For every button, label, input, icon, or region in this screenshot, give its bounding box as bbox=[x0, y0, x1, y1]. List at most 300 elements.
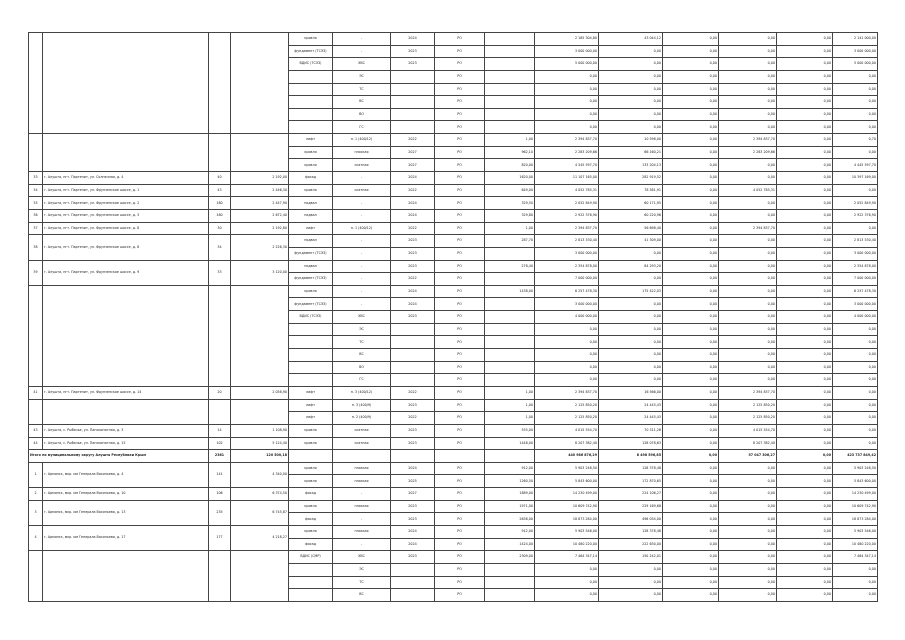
table-cell bbox=[485, 323, 535, 336]
table-cell: 43 bbox=[209, 184, 231, 197]
table-cell: РО bbox=[435, 209, 485, 222]
table-cell: г. Алушта, пгт. Партенит, ул. Фрунзенское шоссе, д. 8 bbox=[43, 235, 209, 260]
table-cell: 0,00 bbox=[663, 285, 719, 298]
table-cell: 2 185 304,80 bbox=[535, 33, 599, 46]
table-cell bbox=[435, 450, 485, 463]
table-cell: 0,00 bbox=[599, 45, 663, 58]
table-cell: 2027 bbox=[391, 159, 435, 172]
table-cell: 2022 bbox=[391, 386, 435, 399]
table-cell bbox=[29, 285, 43, 386]
table-cell: 0,00 bbox=[663, 311, 719, 324]
table-cell: 128 078,63 bbox=[599, 437, 663, 450]
table-cell: 0,00 bbox=[719, 108, 777, 121]
table-cell: 0,00 bbox=[777, 361, 833, 374]
table-cell: - bbox=[333, 273, 391, 286]
table-cell: 0,00 bbox=[777, 70, 833, 83]
table-cell: 0,00 bbox=[719, 70, 777, 83]
table-row bbox=[29, 525, 878, 538]
table-cell: лифт bbox=[289, 134, 333, 147]
table-cell: 0,00 bbox=[777, 146, 833, 159]
table-row bbox=[29, 235, 878, 248]
table-cell: кровля bbox=[289, 285, 333, 298]
table-cell: 0,00 bbox=[833, 361, 878, 374]
table-cell: 0,00 bbox=[833, 323, 878, 336]
table-cell: 78 581,91 bbox=[599, 184, 663, 197]
table-cell: РО bbox=[435, 273, 485, 286]
table-cell: 0,00 bbox=[599, 349, 663, 362]
table-cell: РО bbox=[435, 235, 485, 248]
table-cell bbox=[43, 285, 209, 386]
table-cell: 0,00 bbox=[719, 172, 777, 185]
table-cell: ХВС bbox=[333, 551, 391, 564]
table-cell: 287,70 bbox=[485, 235, 535, 248]
table-cell: 0,00 bbox=[663, 197, 719, 210]
table-cell: 180 bbox=[209, 209, 231, 222]
table-cell: - bbox=[333, 247, 391, 260]
table-cell: 0,00 bbox=[599, 563, 663, 576]
table-cell: п. 1 (400/12) bbox=[333, 222, 391, 235]
table-cell: Итого по муниципальному округу Алушта Республики Крым bbox=[29, 450, 209, 463]
table-cell: 0,00 bbox=[777, 184, 833, 197]
table-cell: 440 986 876,29 bbox=[535, 450, 599, 463]
table-cell: 2024 bbox=[391, 197, 435, 210]
table-cell: кровля bbox=[289, 475, 333, 488]
table-cell: РО bbox=[435, 33, 485, 46]
table-cell: 2 125 850,20 bbox=[535, 412, 599, 425]
table-cell bbox=[485, 45, 535, 58]
table-cell: 0,00 bbox=[663, 563, 719, 576]
table-cell: 1 bbox=[29, 462, 43, 487]
table-cell: 2 922 376,90 bbox=[535, 209, 599, 222]
table-cell: г. Алушта, пгт. Партенит, ул. Фрунзенское шоссе, д. 2 bbox=[43, 197, 209, 210]
table-cell: 2 058,90 bbox=[231, 386, 289, 399]
table-cell: 0,00 bbox=[777, 96, 833, 109]
table-cell: - bbox=[333, 172, 391, 185]
table-row bbox=[29, 500, 878, 513]
table-cell: 7 464 347,14 bbox=[535, 551, 599, 564]
table-cell: п. 3 (400/9) bbox=[333, 399, 391, 412]
table-cell bbox=[43, 551, 209, 602]
table-cell: РО bbox=[435, 298, 485, 311]
table-cell: 0,00 bbox=[833, 576, 878, 589]
table-cell bbox=[391, 374, 435, 387]
table-cell: 0,00 bbox=[535, 563, 599, 576]
table-cell: 1260,50 bbox=[485, 475, 535, 488]
table-cell: 60 171,95 bbox=[599, 197, 663, 210]
table-cell: 14 bbox=[209, 424, 231, 437]
table-cell: 0,00 bbox=[535, 336, 599, 349]
table-cell: г. Армянск, мкр. им Генерала Васильева, д. 10 bbox=[43, 488, 209, 501]
table-cell: 3 000 000,00 bbox=[833, 247, 878, 260]
table-cell: 0,00 bbox=[777, 235, 833, 248]
table-cell: г. Алушта, с. Рыбачье, ул. Пансионатная, д. 3 bbox=[43, 424, 209, 437]
table-cell: 0,00 bbox=[833, 121, 878, 134]
table-cell: 2022 bbox=[391, 273, 435, 286]
table-cell: - bbox=[333, 285, 391, 298]
table-cell: 0,00 bbox=[719, 121, 777, 134]
table-cell: 4 015 554,70 bbox=[719, 424, 777, 437]
table-cell: 0,00 bbox=[777, 323, 833, 336]
table-cell bbox=[391, 563, 435, 576]
table-cell: 2027 bbox=[391, 488, 435, 501]
table-cell: 0,00 bbox=[599, 58, 663, 71]
table-cell: 2 394 837,70 bbox=[719, 222, 777, 235]
table-cell: 2023 bbox=[391, 235, 435, 248]
table-cell bbox=[485, 349, 535, 362]
table-cell: 0,00 bbox=[535, 576, 599, 589]
table-cell: 4 052 785,31 bbox=[535, 184, 599, 197]
table-cell: 3 000 000,00 bbox=[833, 45, 878, 58]
table-cell: 912,00 bbox=[485, 462, 535, 475]
table-cell: 2 446,30 bbox=[231, 184, 289, 197]
table-cell: 0,00 bbox=[833, 349, 878, 362]
table-cell: 0,00 bbox=[663, 33, 719, 46]
table-cell: 0,00 bbox=[663, 361, 719, 374]
table-cell bbox=[231, 134, 289, 172]
table-cell: 18 873 284,00 bbox=[535, 513, 599, 526]
table-cell: фасад bbox=[289, 488, 333, 501]
table-cell bbox=[289, 361, 333, 374]
table-cell bbox=[289, 349, 333, 362]
table-cell bbox=[391, 323, 435, 336]
table-cell: 820,00 bbox=[485, 159, 535, 172]
table-row bbox=[29, 450, 878, 463]
table-cell: ЭС bbox=[333, 70, 391, 83]
table-cell: 56 698,40 bbox=[599, 222, 663, 235]
table-cell: 0,00 bbox=[663, 235, 719, 248]
table-cell: 423 737 849,42 bbox=[833, 450, 878, 463]
table-cell: 0,00 bbox=[777, 399, 833, 412]
table-cell: 0,00 bbox=[719, 500, 777, 513]
table-cell: РО bbox=[435, 349, 485, 362]
table-cell: 2638,00 bbox=[485, 513, 535, 526]
table-cell: 0,00 bbox=[833, 336, 878, 349]
table-cell: 2 394 837,70 bbox=[719, 134, 777, 147]
table-cell bbox=[485, 361, 535, 374]
table-cell: 1,00 bbox=[485, 386, 535, 399]
table-cell: 7 000 000,00 bbox=[833, 273, 878, 286]
table-cell bbox=[231, 33, 289, 134]
table-cell: 0,00 bbox=[833, 374, 878, 387]
table-cell: 0,00 bbox=[719, 260, 777, 273]
table-cell: 2023 bbox=[391, 58, 435, 71]
table-cell: 0,00 bbox=[777, 121, 833, 134]
table-cell: подвал bbox=[289, 209, 333, 222]
table-cell bbox=[43, 399, 209, 424]
table-cell: 0,00 bbox=[663, 209, 719, 222]
table-cell: 3 000 000,00 bbox=[535, 45, 599, 58]
table-cell: 0,00 bbox=[599, 336, 663, 349]
table-cell: 0,00 bbox=[663, 336, 719, 349]
table-cell: 36 bbox=[29, 209, 43, 222]
table-cell: РО bbox=[435, 121, 485, 134]
table-cell: фундамент (ТСЭЗ) bbox=[289, 273, 333, 286]
table-cell bbox=[289, 336, 333, 349]
table-cell bbox=[391, 83, 435, 96]
table-cell: 0,00 bbox=[777, 108, 833, 121]
table-cell: 0,00 bbox=[599, 361, 663, 374]
table-cell bbox=[485, 247, 535, 260]
table-cell: кровля bbox=[289, 424, 333, 437]
table-cell: 0,00 bbox=[719, 83, 777, 96]
table-cell: 10 598,00 bbox=[599, 134, 663, 147]
table-cell: 4 bbox=[29, 525, 43, 550]
table-cell: 150 242,01 bbox=[599, 551, 663, 564]
table-cell: РО bbox=[435, 551, 485, 564]
table-cell: 2 125 850,20 bbox=[719, 412, 777, 425]
table-cell: 0,00 bbox=[833, 146, 878, 159]
table-cell: фасад bbox=[289, 172, 333, 185]
table-cell: 2025 bbox=[391, 475, 435, 488]
table-cell: 18 873 284,00 bbox=[833, 513, 878, 526]
table-cell bbox=[333, 450, 391, 463]
table-cell bbox=[485, 589, 535, 602]
table-cell: 7 464 347,14 bbox=[833, 551, 878, 564]
table-cell: 0,00 bbox=[599, 273, 663, 286]
table-cell: 33 bbox=[29, 172, 43, 185]
table-cell: 222 630,00 bbox=[599, 538, 663, 551]
table-cell: 34 bbox=[29, 184, 43, 197]
table-cell: 0,00 bbox=[777, 273, 833, 286]
table-cell: лифт bbox=[289, 222, 333, 235]
table-cell: 4 218,27 bbox=[231, 525, 289, 550]
table-cell: 0,00 bbox=[833, 83, 878, 96]
table-cell: 0,00 bbox=[719, 159, 777, 172]
table-cell: 0,00 bbox=[535, 108, 599, 121]
table-cell: 8 207 382,40 bbox=[535, 437, 599, 450]
table-cell: 0,00 bbox=[777, 134, 833, 147]
table-cell: 0,00 bbox=[535, 361, 599, 374]
table-row bbox=[29, 462, 878, 475]
table-cell: РО bbox=[435, 159, 485, 172]
table-cell: 0,00 bbox=[833, 96, 878, 109]
table-cell: 1889,00 bbox=[485, 488, 535, 501]
table-cell: 6 745,87 bbox=[231, 500, 289, 525]
table-cell: 0,00 bbox=[833, 424, 878, 437]
table-cell bbox=[209, 399, 231, 424]
table-cell: ХВС bbox=[333, 58, 391, 71]
table-cell bbox=[231, 551, 289, 602]
table-cell: 128 378,48 bbox=[599, 462, 663, 475]
table-cell: 5 903 248,50 bbox=[535, 462, 599, 475]
table-cell bbox=[43, 33, 209, 134]
table-cell: кровля bbox=[289, 184, 333, 197]
table-cell: 2024 bbox=[391, 285, 435, 298]
table-cell: 649,00 bbox=[485, 184, 535, 197]
table-cell: РО bbox=[435, 399, 485, 412]
table-cell: РО bbox=[435, 134, 485, 147]
table-cell: 0,00 bbox=[663, 551, 719, 564]
table-cell: 0,00 bbox=[777, 475, 833, 488]
table-cell: 0,00 bbox=[719, 576, 777, 589]
table-cell: 2 052 849,90 bbox=[535, 197, 599, 210]
table-cell: ГС bbox=[333, 374, 391, 387]
table-cell: - bbox=[333, 538, 391, 551]
table-cell: кровля bbox=[289, 33, 333, 46]
table-cell: 2 394 837,70 bbox=[535, 134, 599, 147]
table-cell: РО bbox=[435, 45, 485, 58]
table-cell: 0,00 bbox=[719, 235, 777, 248]
table-cell: 0,70 bbox=[833, 134, 878, 147]
table-cell: 2 672,40 bbox=[231, 209, 289, 222]
table-cell: 0,00 bbox=[663, 323, 719, 336]
table-cell: 14 230 499,00 bbox=[535, 488, 599, 501]
capital-repair-table bbox=[28, 32, 878, 602]
table-cell: РО bbox=[435, 361, 485, 374]
table-cell: 8 498 596,85 bbox=[599, 450, 663, 463]
table-cell: 0,00 bbox=[719, 361, 777, 374]
table-cell: п. 2 (400/9) bbox=[333, 412, 391, 425]
table-cell bbox=[289, 121, 333, 134]
table-cell bbox=[289, 83, 333, 96]
table-cell: 0,00 bbox=[599, 70, 663, 83]
table-cell: 962,10 bbox=[485, 146, 535, 159]
table-cell bbox=[485, 58, 535, 71]
table-row bbox=[29, 222, 878, 235]
table-cell: ВДИС (ТСЭЗ) bbox=[289, 58, 333, 71]
table-cell bbox=[289, 323, 333, 336]
table-cell: 0,00 bbox=[777, 525, 833, 538]
table-cell: плоская bbox=[333, 475, 391, 488]
table-row bbox=[29, 399, 878, 412]
table-cell: г. Алушта, с. Рыбачье, ул. Пансионатная, д. 15 bbox=[43, 437, 209, 450]
table-cell: 34 bbox=[209, 235, 231, 260]
table-cell: 0,00 bbox=[663, 500, 719, 513]
table-cell: РО bbox=[435, 184, 485, 197]
table-cell: РО bbox=[435, 222, 485, 235]
table-cell: 2024 bbox=[391, 462, 435, 475]
table-cell: РО bbox=[435, 462, 485, 475]
table-cell: 2 394 837,70 bbox=[535, 222, 599, 235]
table-cell: 0,00 bbox=[833, 563, 878, 576]
table-cell: ГС bbox=[333, 121, 391, 134]
table-cell: подвал bbox=[289, 235, 333, 248]
table-cell: 2 394 837,70 bbox=[535, 386, 599, 399]
table-cell: 0,00 bbox=[719, 33, 777, 46]
table-cell: 41 bbox=[29, 386, 43, 399]
table-cell: 2 813 530,40 bbox=[535, 235, 599, 248]
table-cell: 128 378,48 bbox=[599, 525, 663, 538]
table-cell: 0,00 bbox=[719, 513, 777, 526]
table-cell: 24 445,43 bbox=[599, 412, 663, 425]
table-cell: 1,00 bbox=[485, 399, 535, 412]
table-cell bbox=[485, 273, 535, 286]
table-cell: 5 000 000,00 bbox=[535, 58, 599, 71]
table-cell: 0,00 bbox=[777, 462, 833, 475]
table-cell: 10 609 742,90 bbox=[535, 500, 599, 513]
table-cell: 6 257 478,30 bbox=[535, 285, 599, 298]
table-cell: 2 394 837,70 bbox=[719, 386, 777, 399]
table-cell: 0,00 bbox=[833, 108, 878, 121]
table-cell: 2 226,30 bbox=[231, 235, 289, 260]
table-cell: 0,00 bbox=[663, 386, 719, 399]
table-cell: РО bbox=[435, 70, 485, 83]
table-cell: РО bbox=[435, 386, 485, 399]
table-cell bbox=[391, 96, 435, 109]
table-cell: 2023 bbox=[391, 437, 435, 450]
table-cell: 2 141 000,00 bbox=[833, 33, 878, 46]
table-cell: 0,00 bbox=[663, 247, 719, 260]
table-cell: РО bbox=[435, 58, 485, 71]
table-cell: 0,00 bbox=[535, 83, 599, 96]
table-cell: 43 bbox=[29, 424, 43, 437]
table-cell bbox=[391, 361, 435, 374]
table-cell: 1620,00 bbox=[485, 172, 535, 185]
table-cell bbox=[391, 70, 435, 83]
table-cell bbox=[209, 285, 231, 386]
table-cell: 14 230 499,00 bbox=[833, 488, 878, 501]
table-cell: 0,00 bbox=[777, 437, 833, 450]
table-cell: 0,00 bbox=[663, 424, 719, 437]
table-cell: 2027 bbox=[391, 146, 435, 159]
table-cell: 0,00 bbox=[777, 285, 833, 298]
table-row bbox=[29, 172, 878, 185]
table-cell: 0,00 bbox=[663, 108, 719, 121]
table-cell: 2 192,00 bbox=[231, 172, 289, 185]
table-cell: п. 3 (400/12) bbox=[333, 386, 391, 399]
table-cell: РО bbox=[435, 336, 485, 349]
table-cell: 0,00 bbox=[663, 146, 719, 159]
table-cell: фундамент (ТСЭЗ) bbox=[289, 298, 333, 311]
table-cell: 0,00 bbox=[777, 260, 833, 273]
table-cell: 0,00 bbox=[663, 538, 719, 551]
table-cell: 0,00 bbox=[663, 589, 719, 602]
table-cell: 3 bbox=[29, 500, 43, 525]
table-cell: 0,00 bbox=[599, 311, 663, 324]
table-cell: 0,00 bbox=[599, 83, 663, 96]
table-cell: 2 125 850,20 bbox=[535, 399, 599, 412]
table-cell: 141 bbox=[209, 462, 231, 487]
table-cell: 0,00 bbox=[663, 134, 719, 147]
table-cell: 2024 bbox=[391, 172, 435, 185]
table-cell: РО bbox=[435, 412, 485, 425]
table-cell: РО bbox=[435, 576, 485, 589]
table-cell: 0,00 bbox=[719, 475, 777, 488]
table-cell: 2022 bbox=[391, 184, 435, 197]
table-cell: 5 124,40 bbox=[231, 437, 289, 450]
table-cell: 133 204,13 bbox=[599, 159, 663, 172]
table-cell: 5 843 600,00 bbox=[535, 475, 599, 488]
table-cell: 0,00 bbox=[719, 336, 777, 349]
table-cell bbox=[485, 298, 535, 311]
table-cell: 84 293,20 bbox=[599, 260, 663, 273]
table-cell: 2023 bbox=[391, 513, 435, 526]
table-cell: ВС bbox=[333, 589, 391, 602]
table-cell: г. Армянск, мкр. им Генерала Васильева, д. 17 bbox=[43, 525, 209, 550]
table-cell: скатная bbox=[333, 437, 391, 450]
table-cell: 6 374,50 bbox=[231, 488, 289, 501]
table-cell bbox=[43, 134, 209, 172]
table-cell: 0,00 bbox=[777, 172, 833, 185]
table-cell: п. 1 (400/12) bbox=[333, 134, 391, 147]
table-cell: - bbox=[333, 235, 391, 248]
table-cell: 0,00 bbox=[719, 247, 777, 260]
table-cell: РО bbox=[435, 96, 485, 109]
table-cell: РО bbox=[435, 172, 485, 185]
table-row bbox=[29, 197, 878, 210]
table-cell bbox=[391, 589, 435, 602]
table-cell: 0,00 bbox=[719, 209, 777, 222]
table-cell: 3 120,00 bbox=[231, 260, 289, 285]
table-cell: 0,00 bbox=[599, 121, 663, 134]
table-cell: 2022 bbox=[391, 412, 435, 425]
table-cell: 0,00 bbox=[719, 551, 777, 564]
table-cell: 1,00 bbox=[485, 222, 535, 235]
table-cell: РО bbox=[435, 513, 485, 526]
table-cell: 0,00 bbox=[833, 399, 878, 412]
table-cell: 0,00 bbox=[777, 83, 833, 96]
table-cell: РО bbox=[435, 323, 485, 336]
